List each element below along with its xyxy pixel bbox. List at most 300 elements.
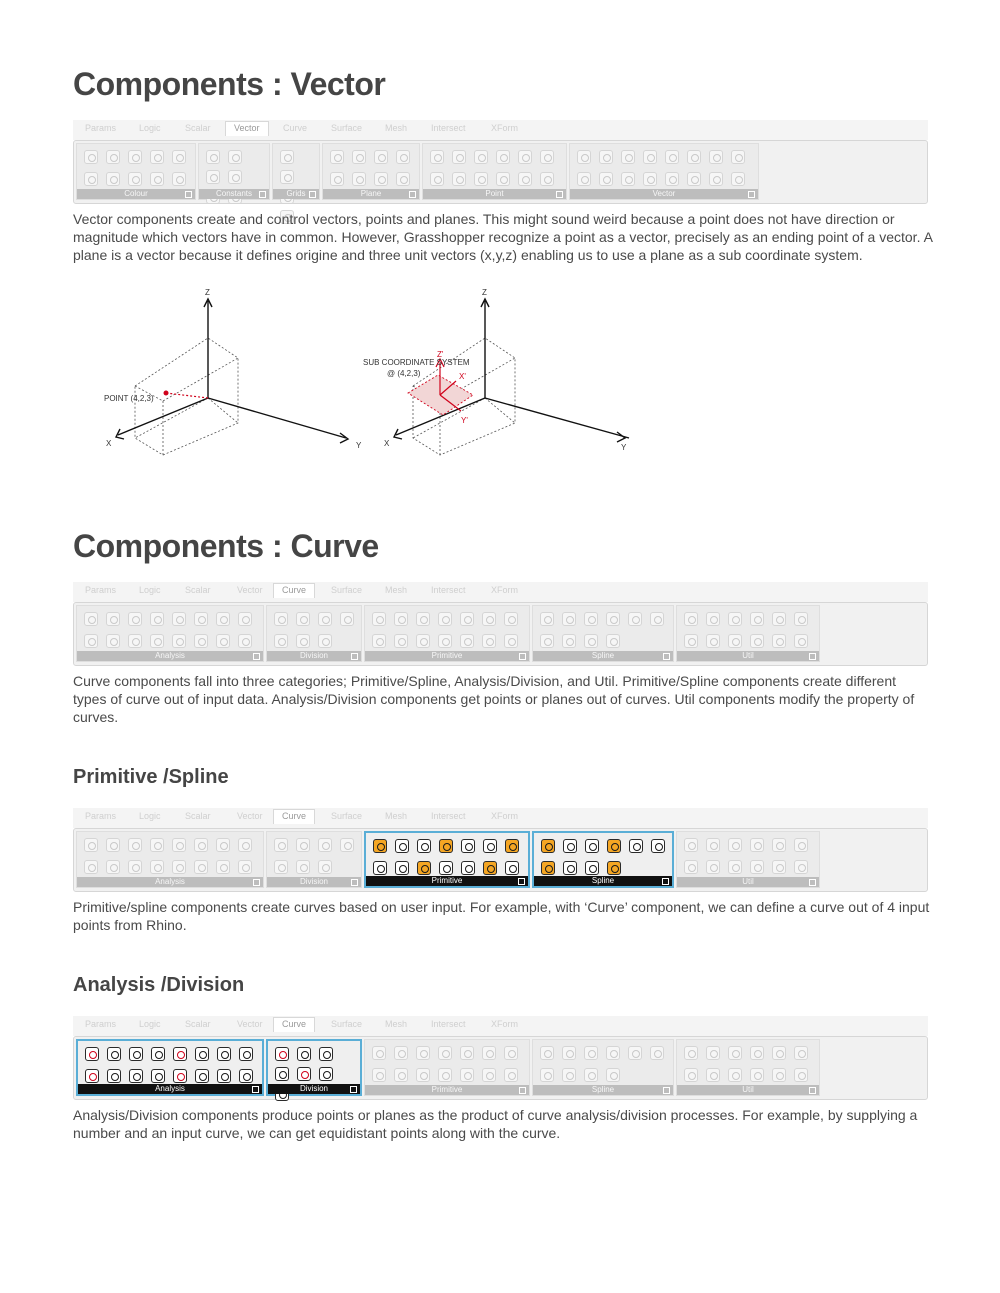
component-icon (541, 839, 555, 853)
component-icon (687, 150, 701, 164)
component-icon (540, 634, 554, 648)
component-icon (706, 860, 720, 874)
y-axis-overflow (593, 420, 653, 460)
component-icon (194, 838, 208, 852)
component-icon (394, 612, 408, 626)
tab-surface: Surface (331, 1019, 363, 1029)
component-icon (709, 172, 723, 186)
component-icon (172, 172, 186, 186)
component-icon (194, 612, 208, 626)
group-label-util: Util (677, 877, 819, 887)
component-icon (296, 838, 310, 852)
component-icon (238, 860, 252, 874)
component-icon (650, 612, 664, 626)
group-grids (272, 143, 320, 200)
tab-xform: XForm (491, 1019, 518, 1029)
component-icon (794, 634, 808, 648)
z-axis-label: Z (205, 288, 210, 297)
curve-description: Curve components fall into three categories; Primitive/Spline, Analysis/Division, and Util. Primitive/Spline components create different types of curve out of input data. Analysis/Division components get points or planes out of curves. Util components modify the property of curves. (73, 673, 915, 725)
y-axis-label-right: Y (621, 443, 627, 452)
tab-vector: Vector (237, 1019, 263, 1029)
component-icon (540, 1068, 554, 1082)
component-icon (474, 172, 488, 186)
tab-mesh: Mesh (385, 585, 408, 595)
component-icon (318, 860, 332, 874)
component-icon (504, 1046, 518, 1060)
component-icon (416, 1068, 430, 1082)
component-icon (372, 1046, 386, 1060)
component-icon (585, 861, 599, 875)
group-label-colour: Colour (77, 189, 195, 199)
component-icon (373, 861, 387, 875)
component-icon (194, 860, 208, 874)
tab-intersect: Intersect (431, 123, 466, 133)
component-icon (373, 839, 387, 853)
tab-logic: Logic (139, 811, 161, 821)
component-icon (206, 150, 220, 164)
component-icon (607, 839, 621, 853)
point-diagram (98, 283, 362, 463)
component-icon (731, 172, 745, 186)
component-icon (584, 634, 598, 648)
component-icon (394, 1068, 408, 1082)
component-icon (352, 172, 366, 186)
group-label-spline: Spline (533, 651, 673, 661)
component-icon (474, 150, 488, 164)
tab-surface: Surface (331, 585, 363, 595)
section-title-curve: Components : Curve (73, 528, 379, 564)
curve-toolbar-screenshot (73, 582, 928, 668)
tab-intersect: Intersect (431, 811, 466, 821)
component-icon (482, 1068, 496, 1082)
component-icon (482, 612, 496, 626)
component-icon (330, 172, 344, 186)
tab-vector: Vector (225, 121, 269, 136)
group-division (266, 605, 362, 662)
sub-coordinate-title: SUB COORDINATE SYSTEM (363, 358, 470, 367)
toolbar-panel (73, 1036, 928, 1100)
component-icon (394, 1046, 408, 1060)
component-icon (150, 150, 164, 164)
component-icon (206, 170, 220, 184)
component-icon (129, 1069, 143, 1083)
component-icon (460, 634, 474, 648)
component-icon (541, 861, 555, 875)
component-icon (621, 172, 635, 186)
component-icon (794, 838, 808, 852)
component-icon (439, 839, 453, 853)
tab-surface: Surface (331, 811, 363, 821)
component-icon (150, 838, 164, 852)
tab-surface: Surface (331, 123, 363, 133)
tab-vector: Vector (237, 585, 263, 595)
component-icon (772, 838, 786, 852)
component-icon (216, 838, 230, 852)
component-icon (728, 1046, 742, 1060)
y-arrow-icon (617, 432, 625, 442)
tab-scalar: Scalar (185, 585, 211, 595)
component-icon (274, 860, 288, 874)
component-icon (607, 861, 621, 875)
component-icon (794, 1068, 808, 1082)
component-icon (280, 150, 294, 164)
component-icon (606, 1068, 620, 1082)
component-icon (394, 634, 408, 648)
component-icon (84, 150, 98, 164)
component-icon (395, 839, 409, 853)
component-icon (706, 838, 720, 852)
component-icon (172, 150, 186, 164)
group-label-spline: Spline (533, 1085, 673, 1095)
component-icon (482, 1046, 496, 1060)
component-icon (106, 838, 120, 852)
component-icon (84, 838, 98, 852)
component-icon (128, 838, 142, 852)
group-analysis (76, 831, 264, 888)
component-icon (106, 172, 120, 186)
tab-scalar: Scalar (185, 1019, 211, 1029)
component-icon (772, 860, 786, 874)
x-axis-label: X (106, 439, 112, 448)
component-icon (85, 1069, 99, 1083)
component-icon (438, 634, 452, 648)
component-icon (372, 1068, 386, 1082)
component-icon (417, 861, 431, 875)
tab-params: Params (85, 123, 117, 133)
component-icon (275, 1047, 289, 1061)
group-util (676, 1039, 820, 1096)
component-icon (396, 172, 410, 186)
group-label-util: Util (677, 651, 819, 661)
component-icon (296, 634, 310, 648)
component-icon (772, 1068, 786, 1082)
component-icon (452, 150, 466, 164)
component-icon (238, 838, 252, 852)
component-icon (150, 860, 164, 874)
group-point (422, 143, 567, 200)
component-icon (562, 1068, 576, 1082)
component-icon (772, 612, 786, 626)
component-icon (460, 1046, 474, 1060)
component-icon (374, 172, 388, 186)
component-icon (195, 1069, 209, 1083)
group-constants (198, 143, 270, 200)
component-icon (706, 612, 720, 626)
tab-scalar: Scalar (185, 811, 211, 821)
group-label-division: Division (267, 877, 361, 887)
toolbar-panel (73, 140, 928, 204)
component-icon (504, 634, 518, 648)
component-icon (172, 612, 186, 626)
group-label-primitive: Primitive (365, 651, 529, 661)
component-icon (318, 838, 332, 852)
group-colour (76, 143, 196, 200)
group-division-highlighted (266, 1039, 362, 1096)
group-label-constants: Constants (199, 189, 269, 199)
group-label-plane: Plane (323, 189, 419, 199)
group-label-division: Division (267, 651, 361, 661)
group-analysis-highlighted (76, 1039, 264, 1096)
component-icon (684, 1068, 698, 1082)
component-icon (452, 172, 466, 186)
component-icon (172, 860, 186, 874)
component-icon (584, 1046, 598, 1060)
component-icon (483, 839, 497, 853)
z-axis-label: Z (482, 288, 487, 297)
component-icon (84, 612, 98, 626)
group-util (676, 605, 820, 662)
primitive-spline-description: Primitive/spline components create curves based on user input. For example, with ‘Curve’ component, we can define a curve out of 4 input points from Rhino. (73, 899, 930, 933)
component-icon (482, 634, 496, 648)
group-spline (532, 605, 674, 662)
group-division (266, 831, 362, 888)
component-icon (439, 861, 453, 875)
component-icon (728, 634, 742, 648)
component-icon (106, 860, 120, 874)
component-icon (238, 634, 252, 648)
y-prime-label: Y' (461, 416, 468, 425)
component-icon (540, 1046, 554, 1060)
group-label-analysis: Analysis (77, 877, 263, 887)
component-icon (395, 861, 409, 875)
component-icon (372, 612, 386, 626)
component-icon (296, 612, 310, 626)
component-icon (216, 612, 230, 626)
component-icon (151, 1069, 165, 1083)
component-icon (643, 150, 657, 164)
sub-coordinate-diagram (313, 283, 613, 463)
toolbar-tabs (73, 582, 928, 602)
component-icon (606, 634, 620, 648)
component-icon (107, 1069, 121, 1083)
component-icon (483, 861, 497, 875)
tab-logic: Logic (139, 123, 161, 133)
component-icon (599, 172, 613, 186)
component-icon (228, 150, 242, 164)
vector-description: Vector components create and control vectors, points and planes. This might sound weird because a point does not have direction or magnitude which vectors have in common. However, Grasshopper recognize a point as a vector, precisely as an ending point of a vector. A plane is a vector because it defines origine and three unit vectors (x,y,z) enabling us to use a plane as a sub coordinate system. (73, 211, 933, 263)
component-icon (319, 1047, 333, 1061)
component-icon (217, 1047, 231, 1061)
component-icon (750, 612, 764, 626)
component-icon (709, 150, 723, 164)
component-icon (731, 150, 745, 164)
component-icon (417, 839, 431, 853)
component-icon (563, 861, 577, 875)
component-icon (540, 172, 554, 186)
component-icon (228, 170, 242, 184)
component-icon (706, 634, 720, 648)
component-icon (396, 150, 410, 164)
tab-scalar: Scalar (185, 123, 211, 133)
component-icon (128, 612, 142, 626)
point-marker (164, 391, 169, 396)
component-icon (416, 1046, 430, 1060)
group-primitive (364, 605, 530, 662)
toolbar-tabs (73, 808, 928, 828)
component-icon (274, 838, 288, 852)
tab-logic: Logic (139, 585, 161, 595)
tab-params: Params (85, 1019, 117, 1029)
tab-mesh: Mesh (385, 811, 408, 821)
group-label-primitive: Primitive (365, 1085, 529, 1095)
component-icon (504, 612, 518, 626)
component-icon (172, 634, 186, 648)
component-icon (85, 1047, 99, 1061)
component-icon (297, 1067, 311, 1081)
component-icon (562, 612, 576, 626)
component-icon (750, 1046, 764, 1060)
group-label-analysis: Analysis (77, 651, 263, 661)
component-icon (150, 612, 164, 626)
group-label-spline: Spline (534, 876, 672, 886)
component-icon (750, 860, 764, 874)
component-icon (684, 634, 698, 648)
component-icon (173, 1047, 187, 1061)
point-label: POINT (4,2,3) (104, 394, 154, 403)
component-icon (684, 1046, 698, 1060)
component-icon (297, 1047, 311, 1061)
component-icon (606, 1046, 620, 1060)
component-icon (772, 634, 786, 648)
component-icon (296, 860, 310, 874)
tab-mesh: Mesh (385, 1019, 408, 1029)
component-icon (496, 172, 510, 186)
tab-curve: Curve (283, 123, 308, 133)
component-icon (416, 634, 430, 648)
component-icon (621, 150, 635, 164)
component-icon (319, 1067, 333, 1081)
component-icon (274, 634, 288, 648)
component-icon (274, 612, 288, 626)
group-analysis (76, 605, 264, 662)
component-icon (562, 1046, 576, 1060)
component-icon (84, 172, 98, 186)
tab-xform: XForm (491, 811, 518, 821)
group-label-grids: Grids (273, 189, 319, 199)
component-icon (128, 172, 142, 186)
component-icon (584, 612, 598, 626)
component-icon (129, 1047, 143, 1061)
tab-params: Params (85, 811, 117, 821)
component-icon (728, 1068, 742, 1082)
component-icon (628, 612, 642, 626)
component-icon (151, 1047, 165, 1061)
x-prime-label: X' (459, 372, 466, 381)
component-icon (275, 1067, 289, 1081)
vector-toolbar-screenshot (73, 120, 928, 206)
component-icon (84, 634, 98, 648)
component-icon (372, 634, 386, 648)
component-icon (794, 860, 808, 874)
component-icon (684, 612, 698, 626)
component-icon (194, 634, 208, 648)
sub-coordinate-location: @ (4,2,3) (387, 369, 421, 378)
toolbar-tabs (73, 1016, 928, 1036)
component-icon (195, 1047, 209, 1061)
group-plane (322, 143, 420, 200)
section-title-vector: Components : Vector (73, 66, 386, 102)
component-icon (599, 150, 613, 164)
component-icon (562, 634, 576, 648)
component-icon (438, 1046, 452, 1060)
component-icon (518, 172, 532, 186)
group-label-division: Division (268, 1084, 360, 1094)
component-icon (128, 150, 142, 164)
group-label-point: Point (423, 189, 566, 199)
group-util (676, 831, 820, 888)
component-icon (629, 839, 643, 853)
component-icon (318, 612, 332, 626)
component-icon (106, 150, 120, 164)
component-icon (340, 838, 354, 852)
component-icon (577, 172, 591, 186)
group-label-vector: Vector (570, 189, 758, 199)
component-icon (438, 1068, 452, 1082)
component-icon (374, 150, 388, 164)
component-icon (106, 612, 120, 626)
component-icon (128, 634, 142, 648)
component-icon (794, 612, 808, 626)
component-icon (794, 1046, 808, 1060)
component-icon (173, 1069, 187, 1083)
component-icon (665, 172, 679, 186)
component-icon (772, 1046, 786, 1060)
subsection-title-analysis-division: Analysis /Division (73, 974, 245, 996)
component-icon (728, 838, 742, 852)
component-icon (217, 1069, 231, 1083)
component-icon (416, 612, 430, 626)
group-label-analysis: Analysis (78, 1084, 262, 1094)
component-icon (438, 612, 452, 626)
component-icon (628, 1046, 642, 1060)
component-icon (665, 150, 679, 164)
component-icon (505, 839, 519, 853)
component-icon (540, 612, 554, 626)
component-icon (128, 860, 142, 874)
analysis-division-description: Analysis/Division components produce points or planes as the product of curve analysis/division processes. For example, by supplying a number and an input curve, we can get equidistant points along with the curve. (73, 1107, 918, 1141)
component-icon (684, 838, 698, 852)
toolbar-panel (73, 602, 928, 666)
tab-curve: Curve (273, 809, 315, 824)
group-spline-highlighted (532, 831, 674, 888)
component-icon (651, 839, 665, 853)
component-icon (643, 172, 657, 186)
component-icon (216, 634, 230, 648)
tab-intersect: Intersect (431, 1019, 466, 1029)
component-icon (239, 1069, 253, 1083)
tab-logic: Logic (139, 1019, 161, 1029)
component-icon (239, 1047, 253, 1061)
toolbar-tabs (73, 120, 928, 140)
component-icon (504, 1068, 518, 1082)
primitive-spline-toolbar-screenshot (73, 808, 928, 894)
component-icon (505, 861, 519, 875)
component-icon (340, 612, 354, 626)
subsection-title-primitive-spline: Primitive /Spline (73, 766, 229, 788)
component-icon (706, 1046, 720, 1060)
z-prime-label: Z' (437, 350, 444, 359)
tab-intersect: Intersect (431, 585, 466, 595)
component-icon (706, 1068, 720, 1082)
group-spline (532, 1039, 674, 1096)
component-icon (584, 1068, 598, 1082)
component-icon (150, 172, 164, 186)
component-icon (280, 170, 294, 184)
component-icon (563, 839, 577, 853)
tab-vector: Vector (237, 811, 263, 821)
analysis-division-toolbar-screenshot (73, 1016, 928, 1102)
tab-xform: XForm (491, 123, 518, 133)
